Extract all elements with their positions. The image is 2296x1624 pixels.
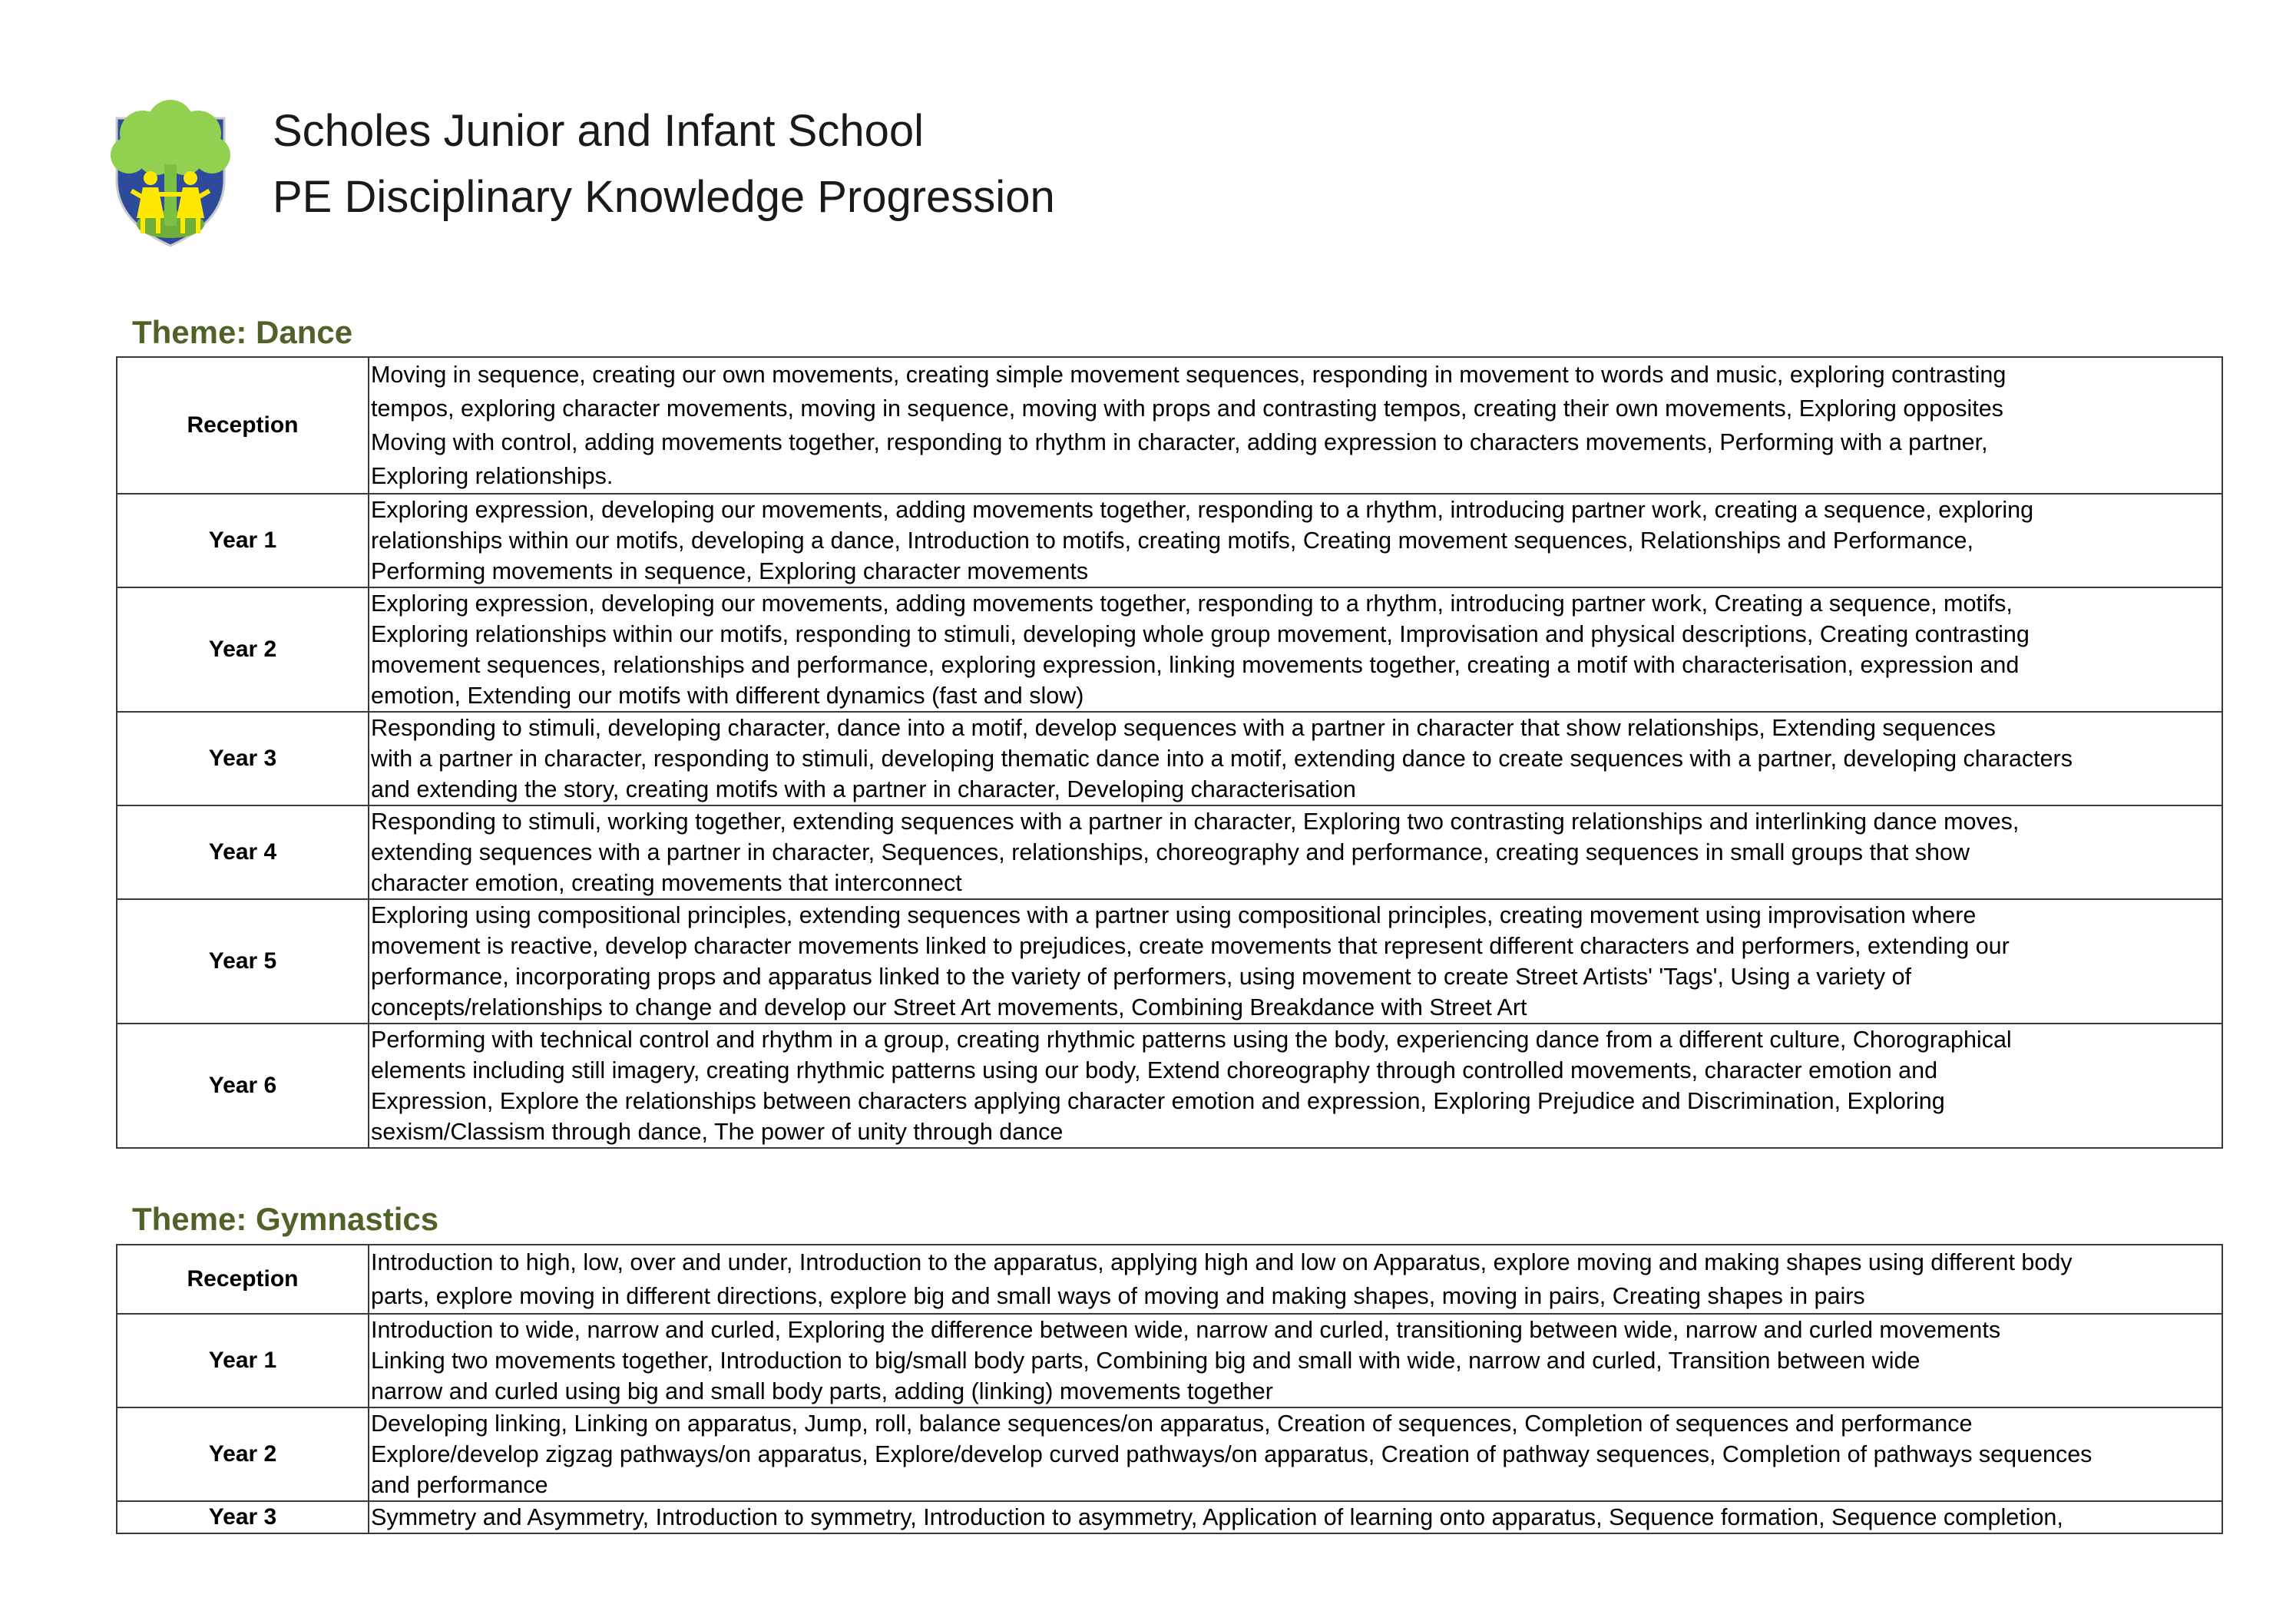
year-label: Year 3 <box>117 1501 369 1533</box>
year-label: Year 4 <box>117 805 369 899</box>
school-name: Scholes Junior and Infant School <box>273 106 924 156</box>
table-row <box>117 899 2222 1024</box>
table-row <box>117 587 2222 712</box>
description-line: performance, incorporating props and apparatus linked to the variety of performers, using movement to create Street Artists' 'Tags', Using a variety of <box>371 964 1912 990</box>
description-line: Explore/develop zigzag pathways/on apparatus, Explore/develop curved pathways/on apparatus, Creation of pathway sequences, Completion of pathways sequences <box>371 1441 2093 1467</box>
table-row <box>117 494 2222 587</box>
document-title: PE Disciplinary Knowledge Progression <box>273 172 1055 222</box>
page-header <box>273 98 1055 230</box>
description-line: Moving with control, adding movements together, responding to rhythm in character, adding expression to characters movements, Performing with a partner, <box>371 429 1988 455</box>
description-cell <box>369 1314 2222 1407</box>
description-line: movement is reactive, develop character movements linked to prejudices, create movements that represent different characters and performers, extending our <box>371 933 2010 959</box>
description-line: Exploring expression, developing our movements, adding movements together, responding to a rhythm, introducing partner work, Creating a sequence, motifs, <box>371 590 2013 617</box>
description-cell <box>369 587 2222 712</box>
table-row <box>117 805 2222 899</box>
description-line: Exploring using compositional principles, extending sequences with a partner using compositional principles, creating movement using improvisation where <box>371 902 1977 928</box>
description-line: Introduction to wide, narrow and curled, Exploring the difference between wide, narrow and curled, transitioning between wide, narrow and curled movements <box>371 1317 2001 1343</box>
description-line: movement sequences, relationships and performance, exploring expression, linking movements together, creating a motif with characterisation, expression and <box>371 652 2020 678</box>
description-line: with a partner in character, responding to stimuli, developing thematic dance into a motif, extending dance to create sequences with a partner, developing characters <box>371 746 2073 772</box>
description-line: Responding to stimuli, working together, extending sequences with a partner in character, Exploring two contrasting relationships and interlinking dance moves, <box>371 809 2020 835</box>
year-label: Reception <box>117 1245 369 1314</box>
description-line: Performing movements in sequence, Exploring character movements <box>371 558 1089 584</box>
table-row <box>117 1501 2222 1533</box>
description-cell <box>369 899 2222 1024</box>
description-line: emotion, Extending our motifs with different dynamics (fast and slow) <box>371 683 1084 709</box>
year-label: Year 3 <box>117 712 369 805</box>
description-line: Expression, Explore the relationships between characters applying character emotion and expression, Exploring Prejudice and Discrimination, Exploring <box>371 1088 1945 1114</box>
description-cell <box>369 1024 2222 1148</box>
dance-progression-table <box>116 356 2223 1149</box>
gymnastics-theme-heading: Theme: Gymnastics <box>132 1201 439 1237</box>
description-cell <box>369 712 2222 805</box>
description-line: Performing with technical control and rhythm in a group, creating rhythmic patterns using the body, experiencing dance from a different culture, Chorographical <box>371 1027 2012 1053</box>
description-line: and extending the story, creating motifs with a partner in character, Developing characterisation <box>371 776 1356 802</box>
dance-theme-heading: Theme: Dance <box>132 314 353 350</box>
description-cell <box>369 357 2222 494</box>
table-row <box>117 1024 2222 1148</box>
description-line: Exploring expression, developing our movements, adding movements together, responding to a rhythm, introducing partner work, creating a sequence, exploring <box>371 497 2034 523</box>
table-row <box>117 712 2222 805</box>
description-cell <box>369 1245 2222 1314</box>
description-line: extending sequences with a partner in character, Sequences, relationships, choreography and performance, creating sequences in small groups that show <box>371 839 1970 865</box>
school-logo <box>103 95 238 249</box>
table-row <box>117 357 2222 494</box>
year-label: Year 5 <box>117 899 369 1024</box>
year-label: Year 6 <box>117 1024 369 1148</box>
description-line: character emotion, creating movements that interconnect <box>371 870 962 896</box>
description-line: Linking two movements together, Introduction to big/small body parts, Combining big and small with wide, narrow and curled, Transition between wide <box>371 1348 1921 1374</box>
description-cell <box>369 805 2222 899</box>
description-line: Introduction to high, low, over and under, Introduction to the apparatus, applying high and low on Apparatus, explore moving and making shapes using different body <box>371 1249 2073 1275</box>
year-label: Year 1 <box>117 494 369 587</box>
table-row <box>117 1245 2222 1314</box>
description-line: Exploring relationships within our motifs, responding to stimuli, developing whole group movement, Improvisation and physical descriptions, Creating contrasting <box>371 621 2030 647</box>
description-line: tempos, exploring character movements, moving in sequence, moving with props and contrasting tempos, creating their own movements, Exploring opposites <box>371 395 2003 422</box>
description-line: sexism/Classism through dance, The power of unity through dance <box>371 1119 1064 1145</box>
description-cell <box>369 494 2222 587</box>
description-cell <box>369 1501 2222 1533</box>
description-line: concepts/relationships to change and develop our Street Art movements, Combining Breakdance with Street Art <box>371 994 1527 1020</box>
description-line: and performance <box>371 1472 548 1498</box>
description-line: Developing linking, Linking on apparatus, Jump, roll, balance sequences/on apparatus, Creation of sequences, Completion of sequences and performance <box>371 1411 1973 1437</box>
table-row <box>117 1314 2222 1407</box>
gymnastics-progression-table <box>116 1244 2223 1534</box>
description-line: Exploring relationships. <box>371 463 614 489</box>
description-line: Moving in sequence, creating our own movements, creating simple movement sequences, responding in movement to words and music, exploring contrasting <box>371 362 2007 388</box>
description-line: relationships within our motifs, developing a dance, Introduction to motifs, creating motifs, Creating movement sequences, Relationships and Performance, <box>371 528 1973 554</box>
description-line: elements including still imagery, creating rhythmic patterns using our body, Extend choreography through controlled movements, character emotion and <box>371 1057 1938 1083</box>
year-label: Year 2 <box>117 587 369 712</box>
description-line: Symmetry and Asymmetry, Introduction to symmetry, Introduction to asymmetry, Application of learning onto apparatus, Sequence formation, Sequence completion, <box>371 1504 2063 1530</box>
description-cell <box>369 1407 2222 1501</box>
description-line: narrow and curled using big and small body parts, adding (linking) movements together <box>371 1378 1273 1404</box>
table-row <box>117 1407 2222 1501</box>
description-line: parts, explore moving in different directions, explore big and small ways of moving and making shapes, moving in pairs, Creating shapes in pairs <box>371 1283 1865 1309</box>
year-label: Year 2 <box>117 1407 369 1501</box>
year-label: Year 1 <box>117 1314 369 1407</box>
year-label: Reception <box>117 357 369 494</box>
description-line: Responding to stimuli, developing character, dance into a motif, develop sequences with a partner in character that show relationships, Extending sequences <box>371 715 1996 741</box>
